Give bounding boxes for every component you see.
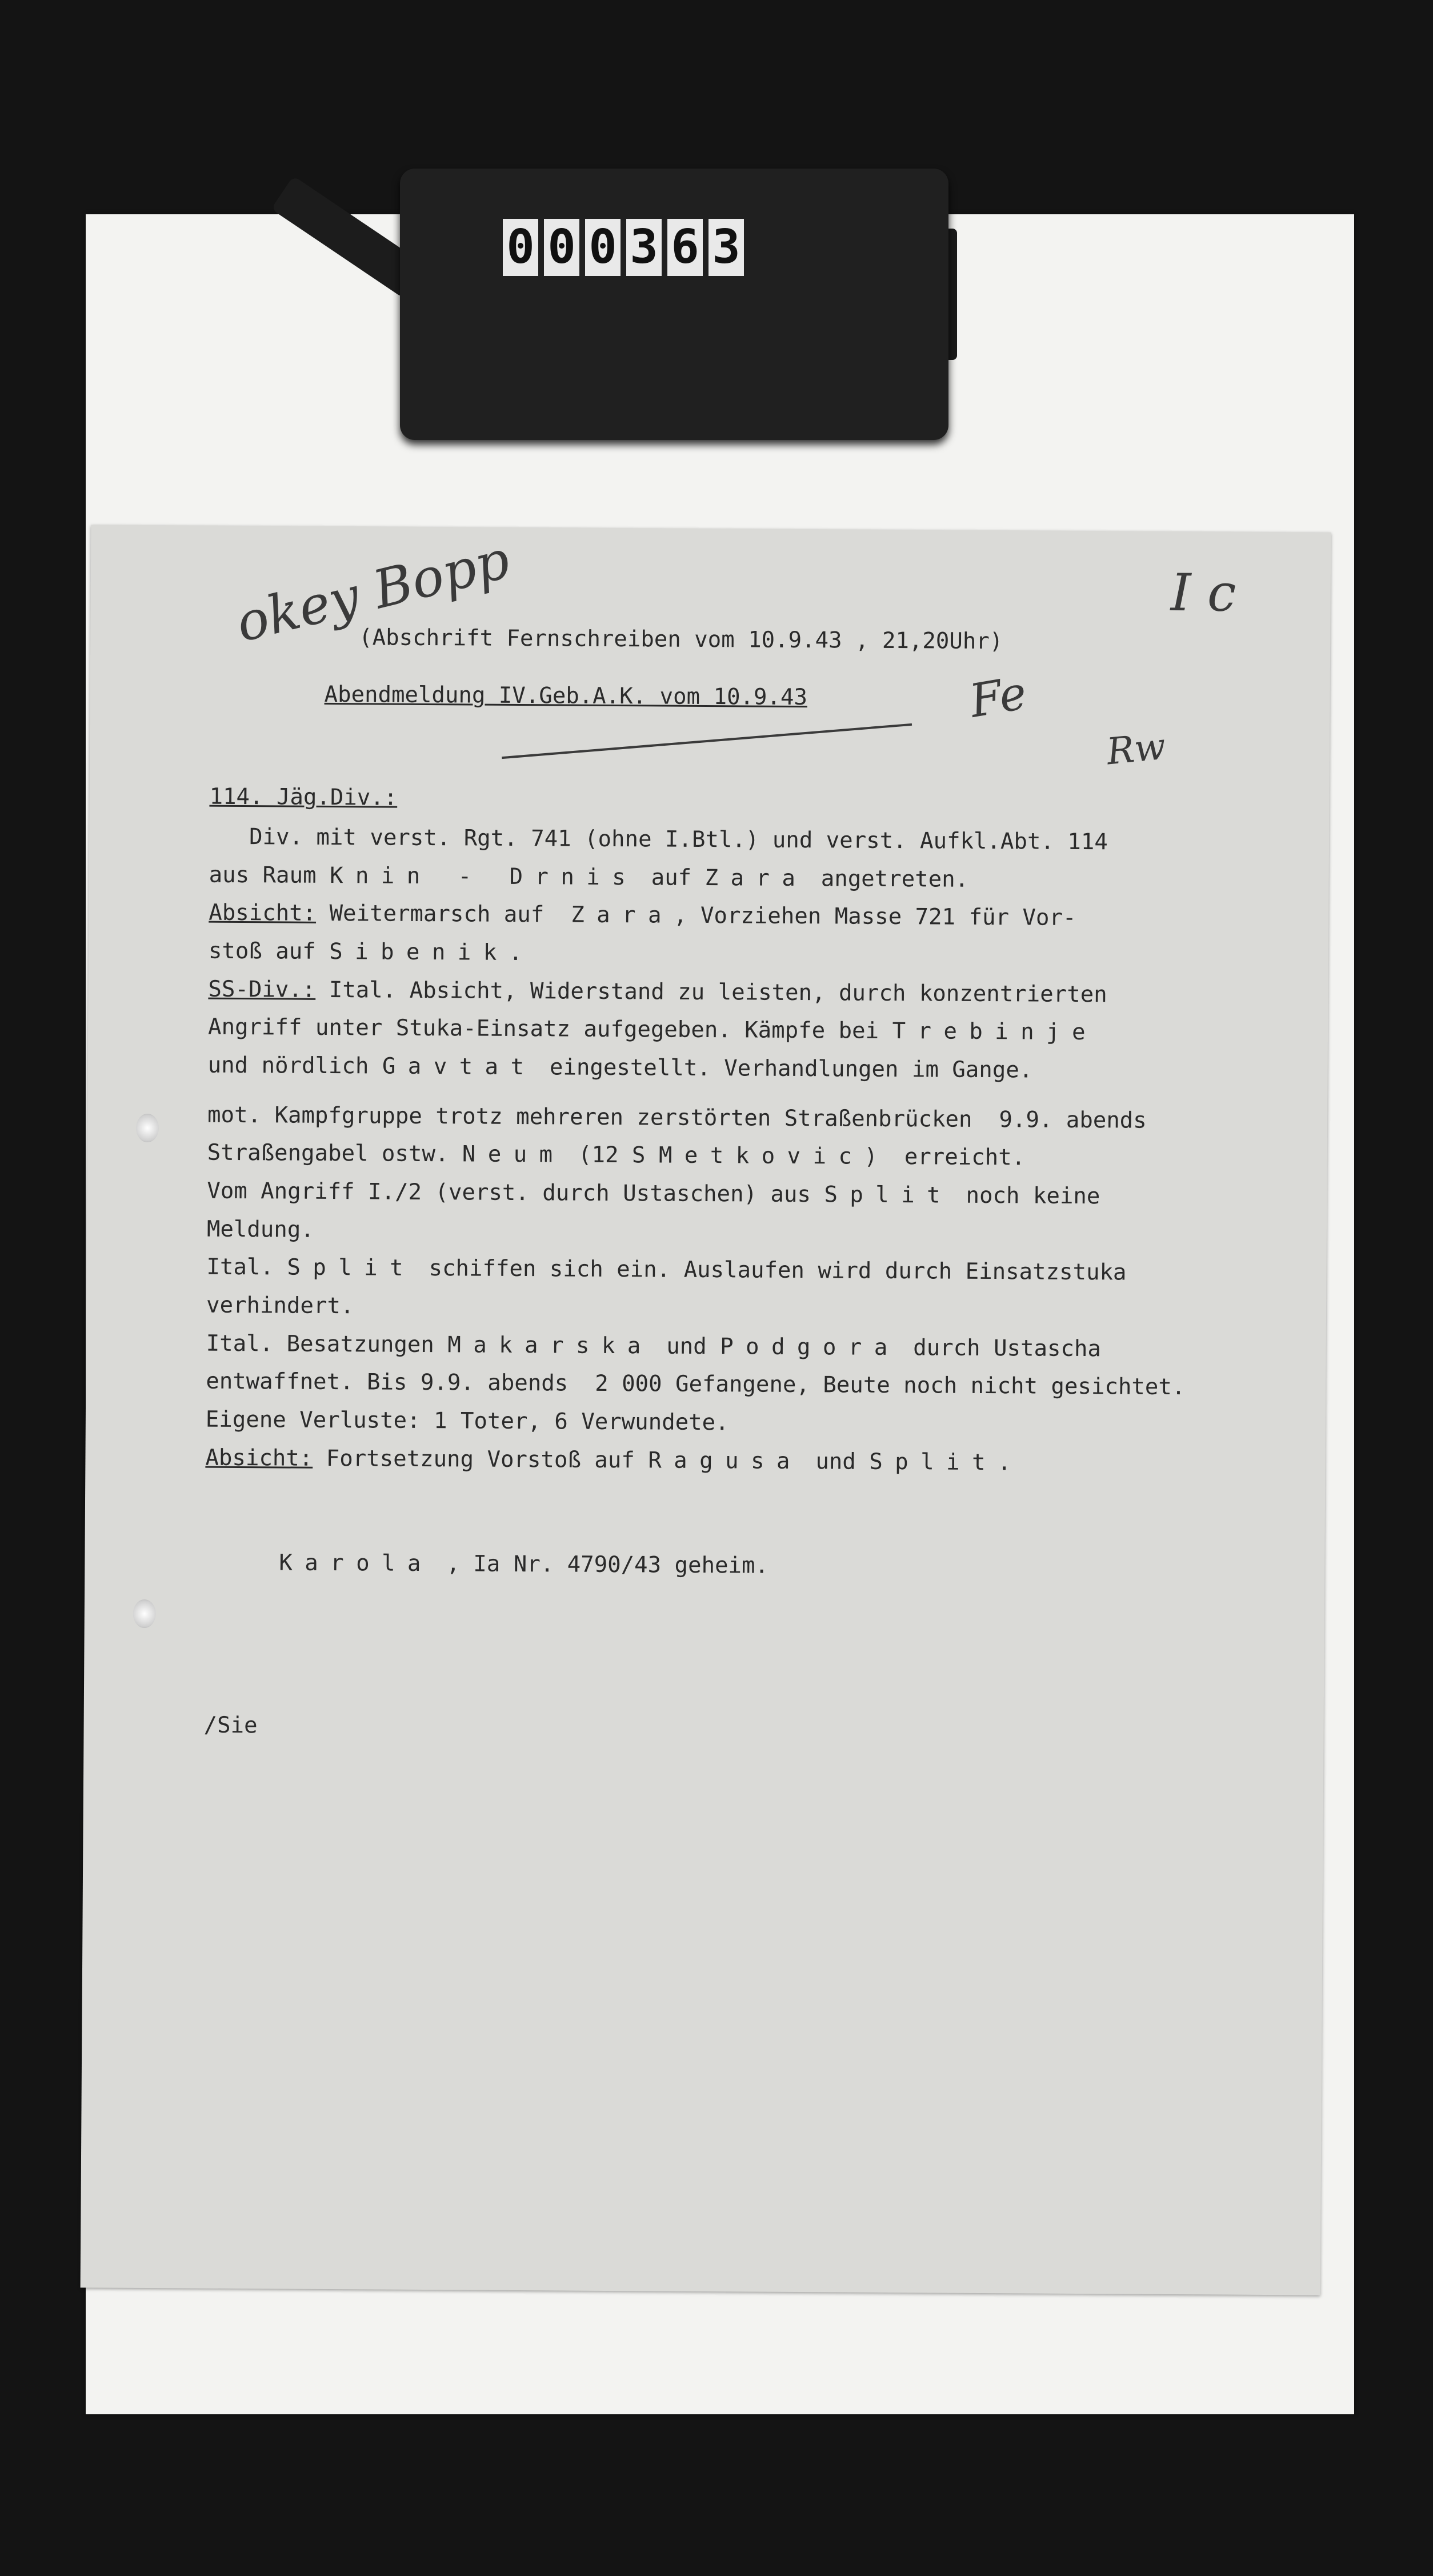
body-line: Div. mit verst. Rgt. 741 (ohne I.Btl.) und verst. Aufkl.Abt. 114 (249, 824, 1108, 855)
counter-digit: 0 (503, 219, 538, 276)
place-name: Zara (571, 902, 674, 929)
place-name: Metkovic (658, 1142, 864, 1170)
signature-line (279, 1551, 768, 1577)
counter-digit: 3 (626, 219, 662, 276)
typist-mark: /Sie (203, 1712, 258, 1739)
place-name: Gavtat (382, 1053, 537, 1081)
place-name: Split (287, 1254, 416, 1281)
body-line (207, 1180, 1100, 1208)
text: durch Ustascha (913, 1335, 1102, 1362)
document-page (81, 525, 1331, 2295)
counter-digit: 0 (544, 219, 579, 276)
text: Angriff unter Stuka-Einsatz aufgegeben. Kämpfe bei (207, 1014, 879, 1044)
place-name: Podgora (720, 1334, 900, 1361)
handwritten-initials: okey Bopp (230, 529, 516, 654)
text: stoß auf (208, 938, 316, 965)
pen-stroke (502, 723, 912, 759)
division-heading: SS-Div.: (208, 976, 316, 1003)
place-name: Ragusa (648, 1447, 803, 1475)
text: auf (651, 865, 692, 891)
body-line (209, 864, 969, 891)
text: , Ia Nr. 4790/43 geheim. (446, 1551, 769, 1579)
body-line (205, 1447, 1023, 1474)
body-line (206, 1330, 1102, 1362)
text: schiffen sich ein. Auslaufen wird durch Einsatzstuka (429, 1255, 1127, 1286)
body-line (206, 1256, 1126, 1284)
body-line (208, 1054, 1033, 1082)
text: (12 S (578, 1142, 646, 1169)
text: und nördlich (207, 1052, 369, 1079)
place-name: Knin - Drnis (329, 862, 638, 891)
frame-counter (503, 217, 744, 277)
text: aus Raum (209, 862, 317, 889)
place-name: Neum (462, 1141, 565, 1168)
text: noch keine (966, 1182, 1100, 1210)
text: eingestellt. Verhandlungen im Gange. (549, 1054, 1033, 1083)
place-name: Zara (705, 865, 808, 892)
text: angetreten. (820, 866, 969, 893)
body-line: mot. Kampfgruppe trotz mehreren zerstörten Straßenbrücken 9.9. abends (207, 1102, 1147, 1134)
handwritten-mark-2: Rw (1104, 725, 1168, 774)
place-name: Makarska (447, 1332, 653, 1359)
numbering-stamp (400, 169, 948, 440)
punch-hole (133, 1599, 156, 1628)
text: Weitermarsch auf (329, 900, 545, 928)
label: Absicht: (209, 899, 317, 926)
counter-digit: 6 (667, 219, 703, 276)
body-line: Meldung. (206, 1216, 314, 1243)
text: Fortsetzung Vorstoß auf (326, 1445, 635, 1474)
place-name: Sibenik. (329, 938, 535, 966)
place-name: Split. (869, 1449, 1024, 1476)
text: ) erreicht. (864, 1143, 1026, 1171)
body-line (209, 940, 535, 964)
counter-digit: 3 (709, 219, 744, 276)
label: Absicht: (205, 1445, 313, 1471)
body-line: entwaffnet. Bis 9.9. abends 2 000 Gefangene, Beute noch nicht gesichtet. (206, 1368, 1186, 1401)
place-name: Trebinje (892, 1018, 1098, 1046)
body-line: Eigene Verluste: 1 Toter, 6 Verwundete. (205, 1406, 729, 1436)
division-heading: 114. Jäg.Div.: (209, 783, 398, 811)
text: Ital. (206, 1254, 274, 1281)
text: Vom Angriff I./2 (verst. durch Ustaschen) aus (207, 1178, 811, 1208)
punch-hole (136, 1114, 159, 1142)
text: , Vorziehen Masse 721 für Vor- (673, 902, 1076, 931)
counter-digit: 0 (585, 219, 621, 276)
body-line: verhindert. (206, 1292, 354, 1319)
signatory: Karola (279, 1550, 434, 1577)
copy-note: (Abschrift Fernschreiben vom 10.9.43 , 21,20Uhr) (359, 625, 1003, 655)
body-line (209, 899, 1076, 931)
text: und (815, 1449, 856, 1475)
report-title: Abendmeldung IV.Geb.A.K. vom 10.9.43 (324, 681, 808, 711)
handwritten-ref: I c (1170, 562, 1236, 623)
body-line (207, 1139, 1026, 1171)
place-name: Split (824, 1182, 953, 1209)
text: Straßengabel ostw. (207, 1139, 449, 1167)
text: Ital. Absicht, Widerstand zu leisten, durch konzentrierten (329, 977, 1107, 1008)
handwritten-mark: Fe (966, 666, 1031, 728)
body-line (208, 978, 1107, 1006)
body-line (208, 1016, 1098, 1044)
text: Ital. Besatzungen (206, 1330, 434, 1358)
text: und (666, 1333, 707, 1360)
